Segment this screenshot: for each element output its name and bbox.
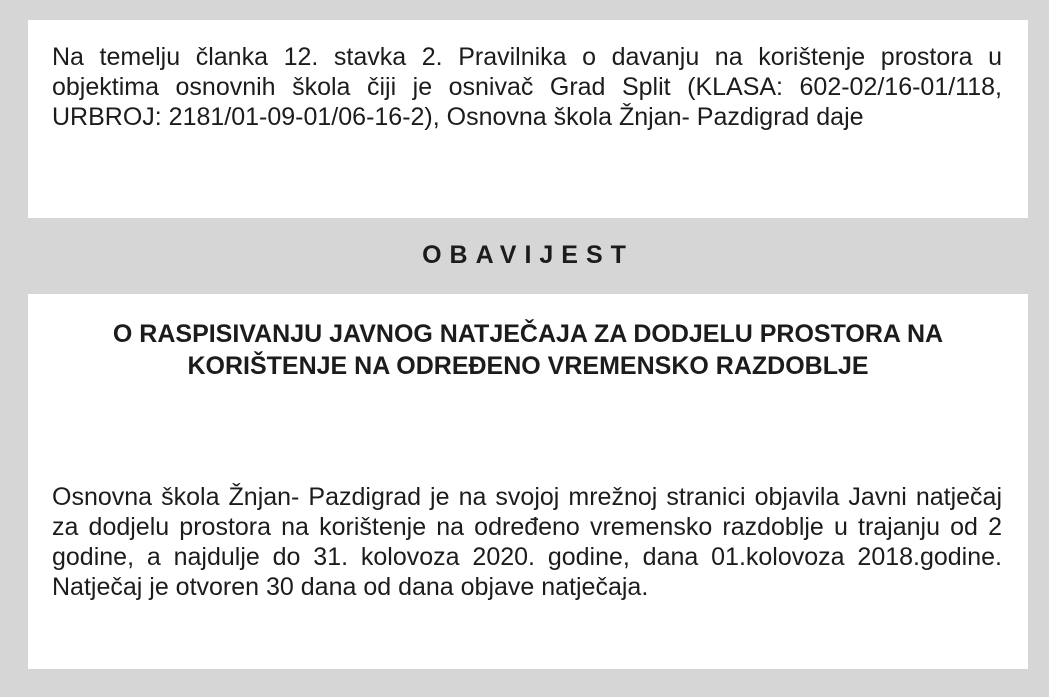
intro-paragraph: Na temelju članka 12. stavka 2. Pravilnika o davanju na korištenje prostora u objektima osnovnih škola čiji je osnivač Grad Split (KLASA: 602-02/16-01/118, URBROJ: 2181/01-09-01/06-16-2), Osnovna škola Žnjan- Pazdigrad daje bbox=[52, 43, 1002, 131]
notice-subtitle: O RASPISIVANJU JAVNOG NATJEČAJA ZA DODJELU PROSTORA NA KORIŠTENJE NA ODREĐENO VREMENSKO RAZDOBLJE bbox=[112, 320, 944, 380]
notice-title: OBAVIJEST bbox=[422, 241, 634, 269]
announcement-paragraph: Osnovna škola Žnjan- Pazdigrad je na svojoj mrežnoj stranici objavila Javni natječaj za dodjelu prostora na korištenje na određeno vremensko razdoblje u trajanju od 2 godine, a najdulje do 31. kolovoza 2020. godine, dana 01.kolovoza 2018.godine. Natječaj je otvoren 30 dana od dana objave natječaja. bbox=[52, 483, 1002, 601]
